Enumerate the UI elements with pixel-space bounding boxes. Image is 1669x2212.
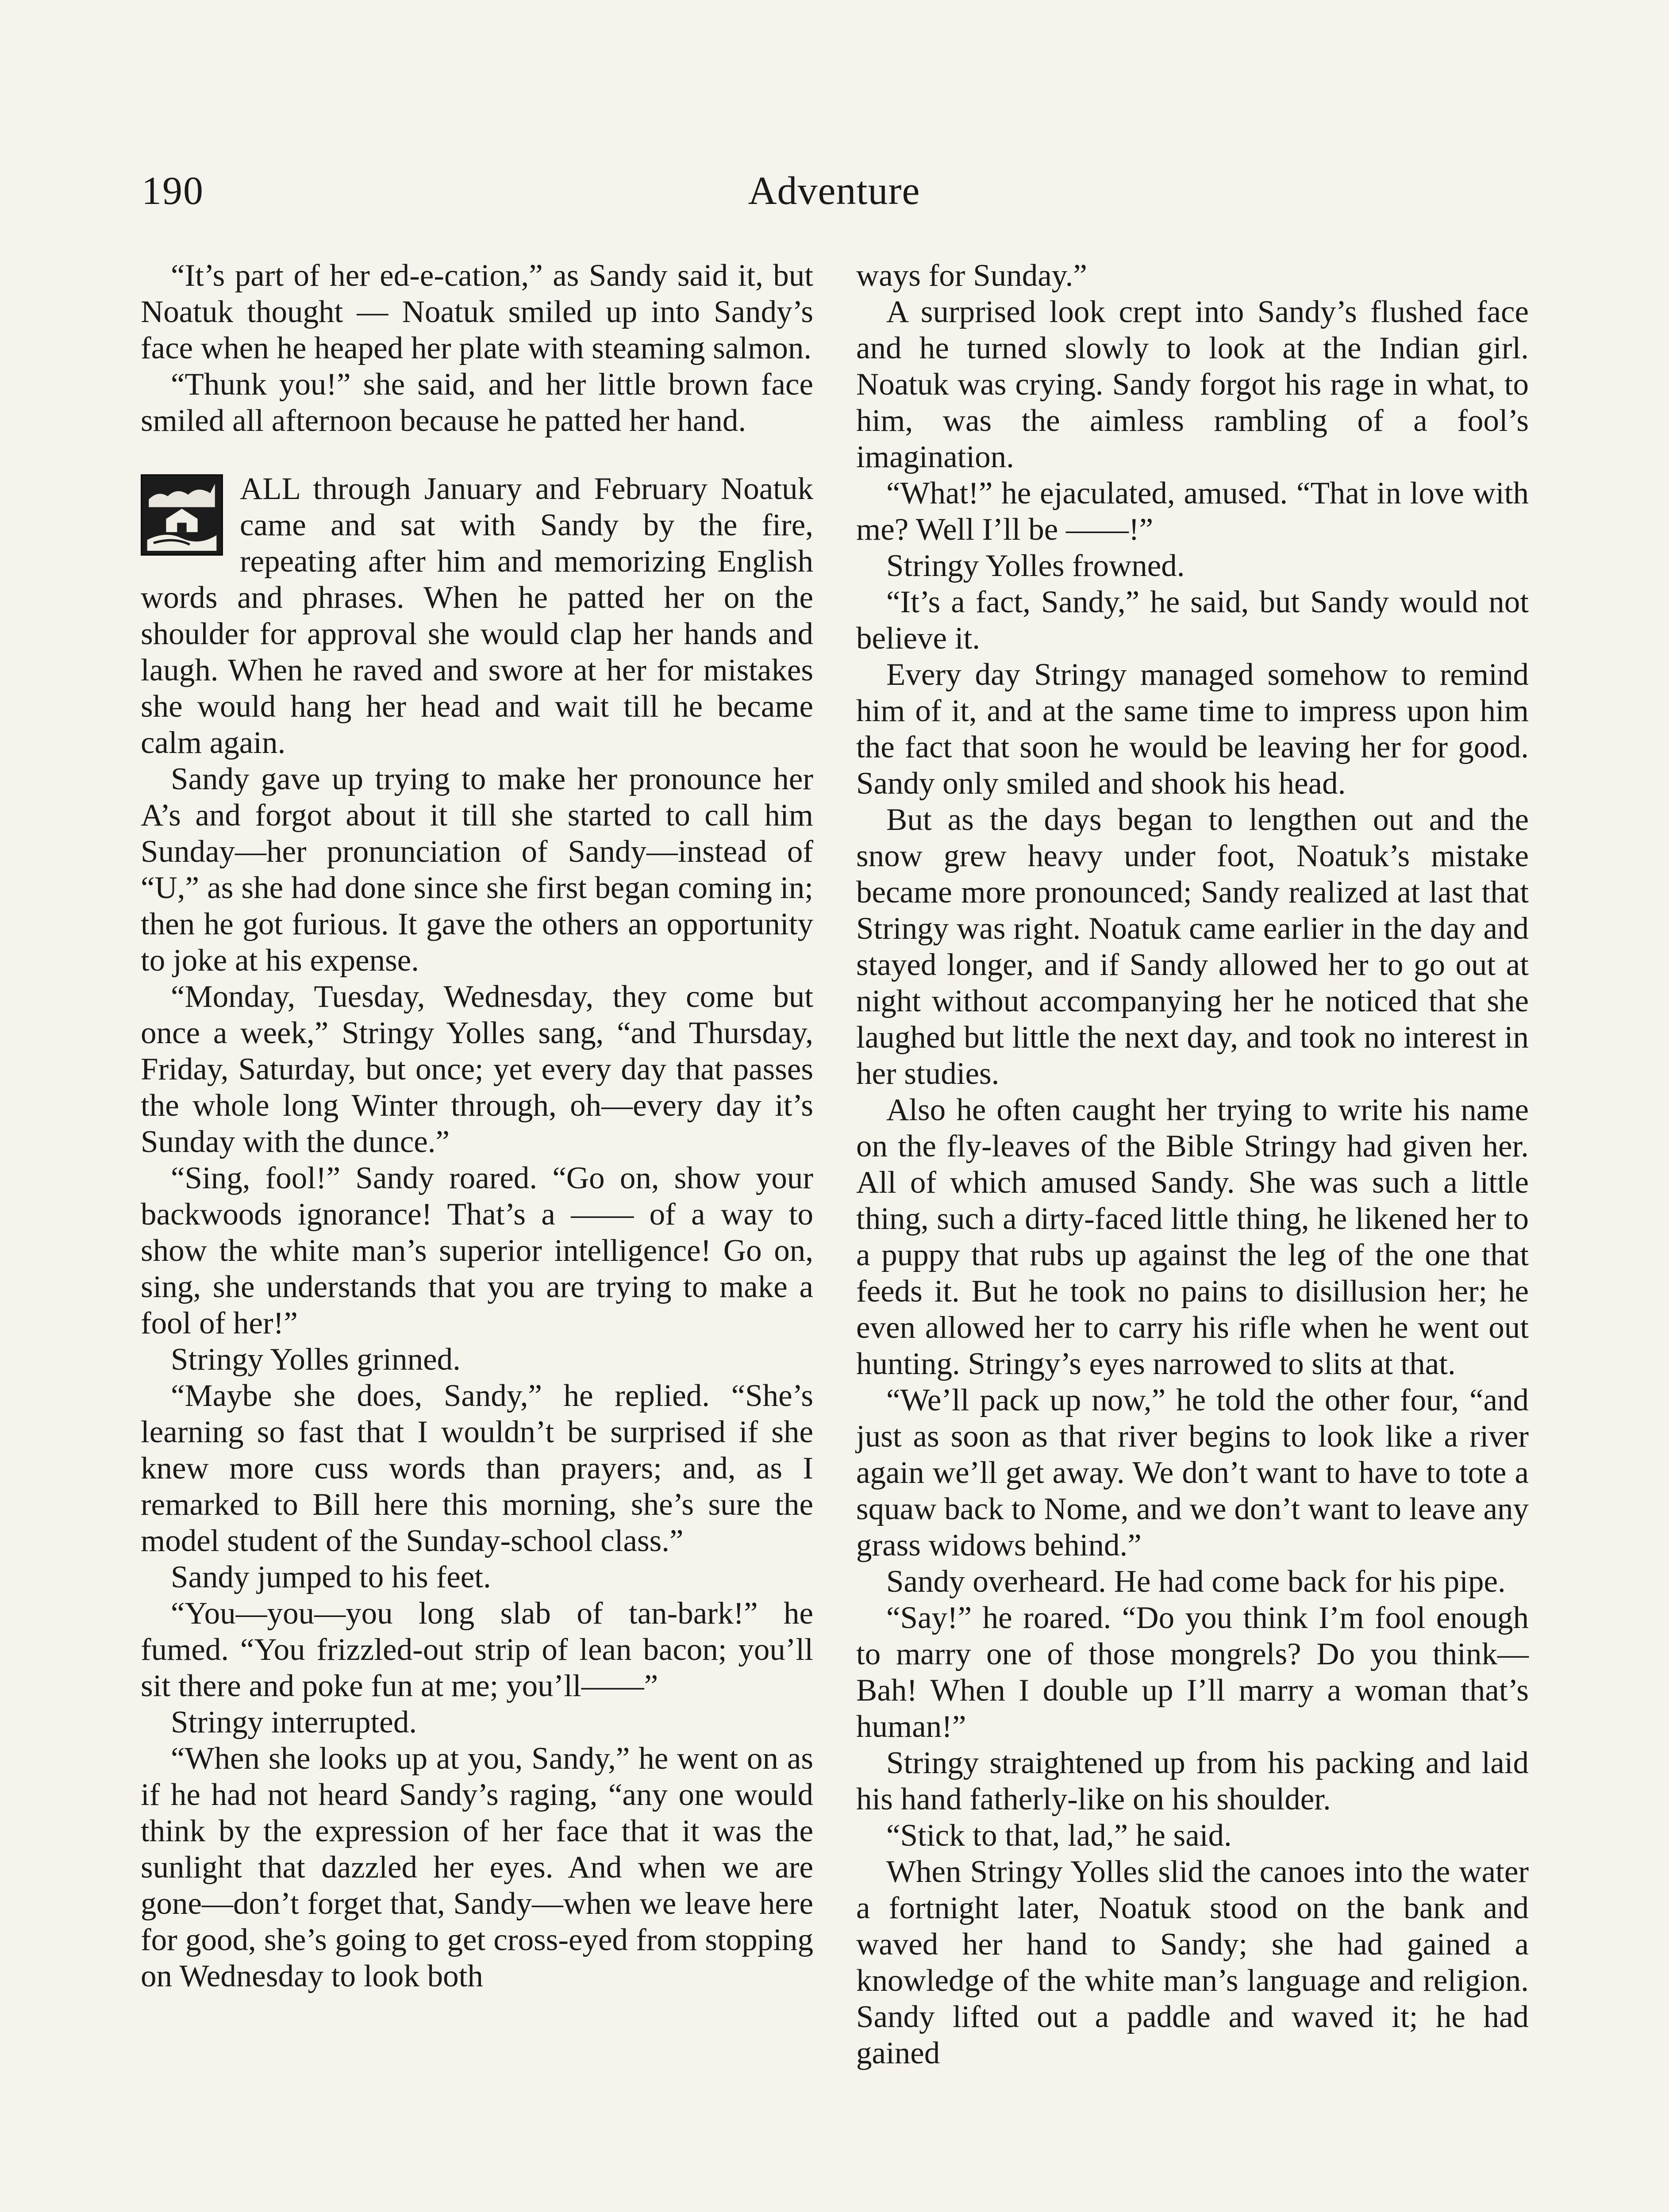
paragraph: Stringy straightened up from his packing and laid his hand fatherly-like on his shoulder. xyxy=(856,1746,1529,1816)
paragraph: “When she looks up at you, Sandy,” he went on as if he had not heard Sandy’s raging, “any one would think by the expression of her face that it was the sunlight that dazzled her eyes. And when we are gone—don’t forget that, Sandy—when we leave here for good, she’s going to get cross-eyed from stopping on Wednesday to look both xyxy=(141,1741,813,1993)
paragraph: “Sing, fool!” Sandy roared. “Go on, show your backwoods ignorance! That’s a —— of a way to show the white man’s superior intelligence! Go on, sing, she understands that you are trying to make a fool of her!” xyxy=(141,1161,813,1340)
paragraph: “Say!” he roared. “Do you think I’m fool enough to marry one of those mongrels? Do you think— Bah! When I double up I’ll marry a woman that’s human!” xyxy=(856,1601,1529,1744)
paragraph: But as the days began to lengthen out and the snow grew heavy under foot, Noatuk’s mistake became more pronounced; Sandy realized at last that Stringy was right. Noatuk came earlier in the day and stayed longer, and if Sandy allowed her to go out at night without accompanying her he noticed that she laughed but little the next day, and took no interest in her studies. xyxy=(856,803,1529,1091)
paragraph: “It’s a fact, Sandy,” he said, but Sandy would not believe it. xyxy=(856,585,1529,656)
paragraph: “Thunk you!” she said, and her little brown face smiled all afternoon because he patted her hand. xyxy=(141,367,813,438)
right-column xyxy=(856,257,1529,2071)
paragraph: “It’s part of her ed-e-cation,” as Sandy said it, but Noatuk thought — Noatuk smiled up into Sandy’s face when he heaped her plate with steaming salmon. xyxy=(141,258,813,365)
paragraph: A surprised look crept into Sandy’s flushed face and he turned slowly to look at the Indian girl. Noatuk was crying. Sandy forgot his rage in what, to him, was the aimless rambling of a fool’s imagination. xyxy=(856,295,1529,474)
paragraph: “Maybe she does, Sandy,” he replied. “She’s learning so fast that I wouldn’t be surprised if she knew more cuss words than prayers; and, as I remarked to Bill here this morning, she’s sure the model student of the Sunday-school class.” xyxy=(141,1379,813,1558)
paragraph: Also he often caught her trying to write his name on the fly-leaves of the Bible Stringy had given her. All of which amused Sandy. She was such a little thing, such a dirty-faced little thing, he likened her to a puppy that rubs up against the leg of the one that feeds it. But he took no pains to disillusion her; he even allowed her to carry his rifle when he went out hunting. Stringy’s eyes narrowed to slits at that. xyxy=(856,1093,1529,1381)
paragraph: Sandy overheard. He had come back for his pipe. xyxy=(886,1564,1506,1599)
paragraph: “What!” he ejaculated, amused. “That in love with me? Well I’ll be ——!” xyxy=(856,476,1529,547)
section-ornament-icon xyxy=(141,474,223,556)
left-column xyxy=(141,257,813,1994)
page-number: 190 xyxy=(142,169,204,213)
paragraph: When Stringy Yolles slid the canoes into the water a fortnight later, Noatuk stood on the bank and waved her hand to Sandy; she had gained a knowledge of the white man’s language and religion. Sandy lifted out a paddle and waved it; he had gained xyxy=(856,1855,1529,2070)
paragraph: “Stick to that, lad,” he said. xyxy=(886,1818,1232,1853)
paragraph: Sandy jumped to his feet. xyxy=(171,1560,491,1594)
running-head-title: Adventure xyxy=(748,169,920,213)
paragraph: “You—you—you long slab of tan-bark!” he fumed. “You frizzled-out strip of lean bacon; you’ll sit there and poke fun at me; you’ll——” xyxy=(141,1596,813,1703)
paragraph: “Monday, Tuesday, Wednesday, they come but once a week,” Stringy Yolles sang, “and Thursday, Friday, Saturday, but once; yet every day that passes the whole long Winter through, oh—every day it’s Sunday with the dunce.” xyxy=(141,979,813,1159)
section-start-paragraph xyxy=(141,471,813,761)
paragraph: Stringy interrupted. xyxy=(171,1705,417,1740)
page-header xyxy=(142,168,1527,226)
paragraph-continued: ways for Sunday.” xyxy=(856,258,1087,293)
paragraph: Stringy Yolles frowned. xyxy=(886,549,1185,583)
paragraph: “We’ll pack up now,” he told the other four, “and just as soon as that river begins to look like a river again we’ll get away. We don’t want to have to tote a squaw back to Nome, and we don’t want to leave any grass widows behind.” xyxy=(856,1383,1529,1563)
paragraph: ALL through January and February Noatuk came and sat with Sandy by the fire, repeating after him and memorizing English words and phrases. When he patted her on the shoulder for approval she would clap her hands and laugh. When he raved and swore at her for mistakes she would hang her head and wait till he became calm again. xyxy=(141,472,813,760)
paragraph: Sandy gave up trying to make her pronounce her A’s and forgot about it till she started to call him Sunday—her pronunciation of Sandy—instead of “U,” as she had done since she first began coming in; then he got furious. It gave the others an opportunity to joke at his expense. xyxy=(141,762,813,978)
paragraph: Stringy Yolles grinned. xyxy=(171,1342,461,1377)
paragraph: Every day Stringy managed somehow to remind him of it, and at the same time to impress upon him the fact that soon he would be leaving her for good. Sandy only smiled and shook his head. xyxy=(856,657,1529,801)
